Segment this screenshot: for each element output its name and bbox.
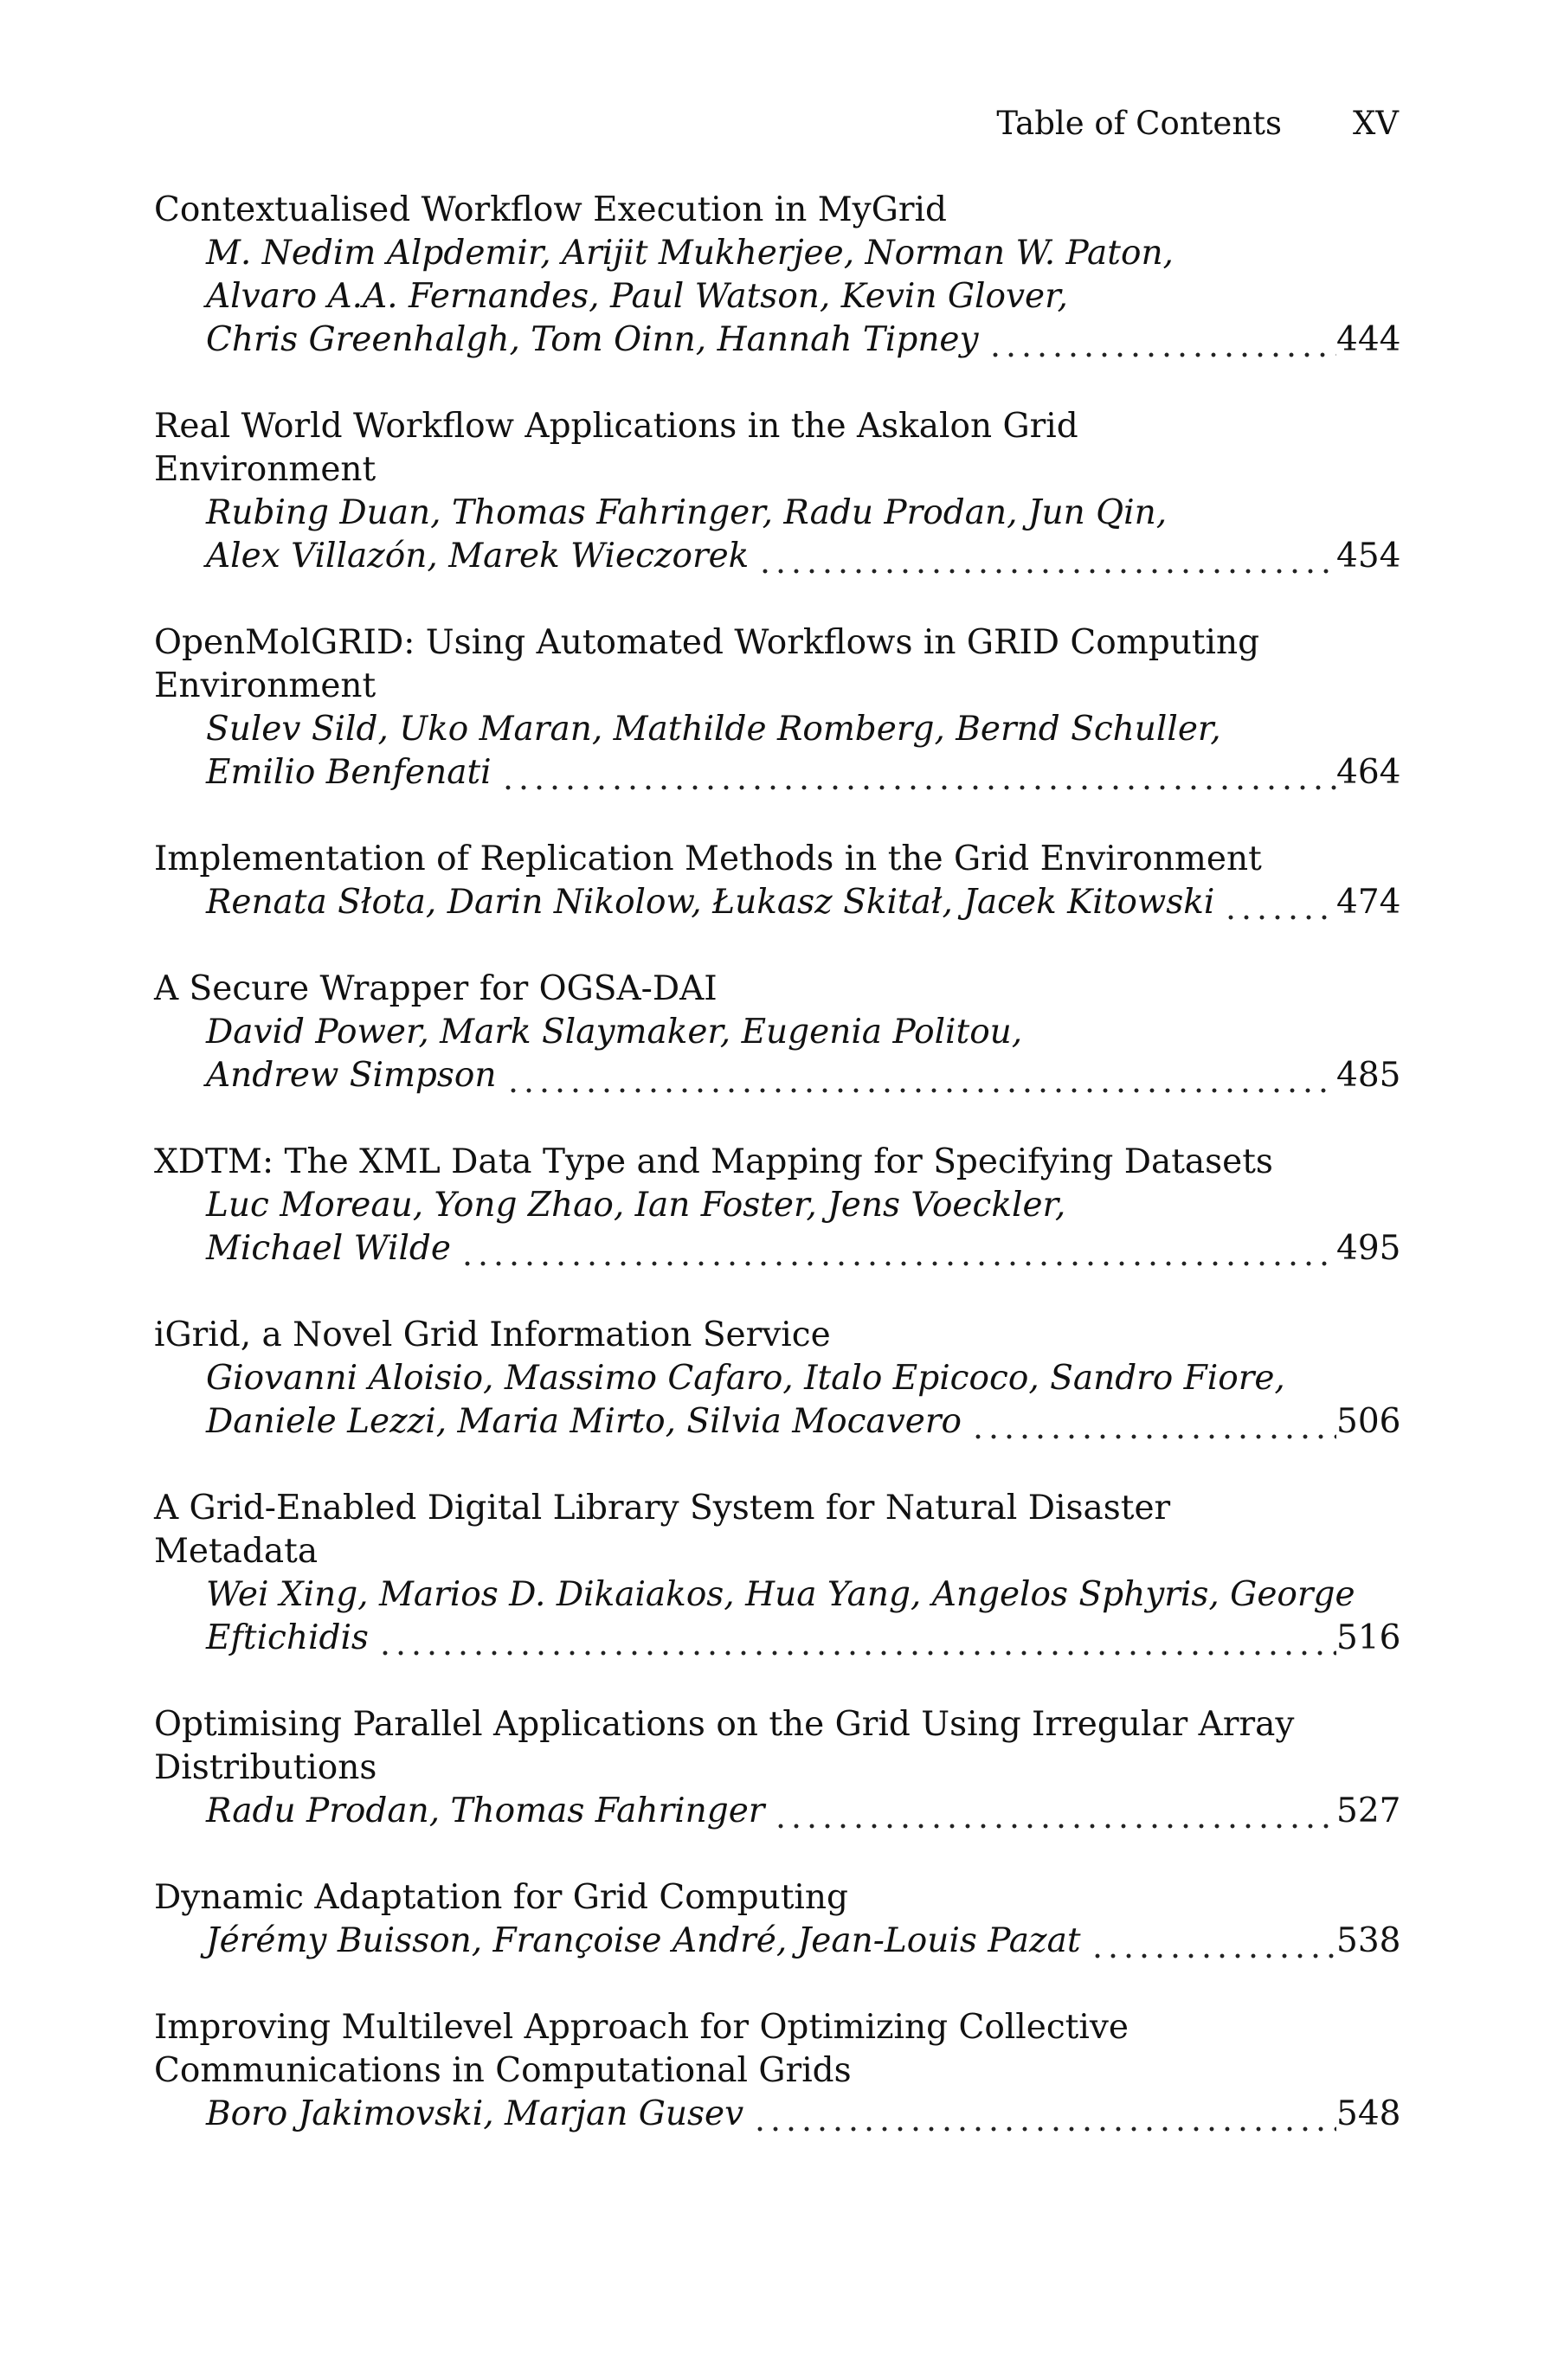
toc-entry-last-line bbox=[206, 1920, 1399, 1963]
toc-entry-title: Optimising Parallel Applications on the Grid Using Irregular Array bbox=[154, 1705, 1295, 1744]
dot-leader bbox=[773, 1790, 1336, 1833]
toc-entry-title: Real World Workflow Applications in the Askalon Grid bbox=[154, 407, 1078, 446]
toc-entry-authors: Boro Jakimovski, Marjan Gusev bbox=[206, 2094, 744, 2133]
dot-leader bbox=[1223, 881, 1336, 924]
toc-entry-page: 516 bbox=[1336, 1618, 1401, 1657]
toc-entry-title: Environment bbox=[154, 666, 376, 705]
dot-leader bbox=[377, 1617, 1336, 1660]
toc-entry-page: 506 bbox=[1336, 1402, 1401, 1441]
toc-entry-authors: Eftichidis bbox=[206, 1618, 369, 1657]
toc-entry-last-line bbox=[206, 881, 1399, 924]
toc-entry-page: 548 bbox=[1336, 2094, 1401, 2133]
toc-entry-title: Dynamic Adaptation for Grid Computing bbox=[154, 1878, 848, 1917]
toc-entry-last-line bbox=[206, 1790, 1399, 1833]
toc-entry-authors: Renata Słota, Darin Nikolow, Łukasz Skitał, Jacek Kitowski bbox=[206, 883, 1215, 922]
dot-leader bbox=[1090, 1920, 1337, 1963]
toc-entry-authors: Giovanni Aloisio, Massimo Cafaro, Italo Epicoco, Sandro Fiore, bbox=[206, 1359, 1285, 1398]
toc-entry-last-line bbox=[206, 1227, 1399, 1270]
toc-entry-title: Environment bbox=[154, 450, 376, 489]
toc-entry bbox=[154, 2006, 1399, 2136]
toc-entry-last-line bbox=[206, 751, 1399, 794]
toc-entry-last-line bbox=[206, 535, 1399, 578]
toc-entry bbox=[154, 1314, 1399, 1444]
toc-entry-page: 495 bbox=[1336, 1229, 1401, 1268]
running-header bbox=[154, 102, 1399, 145]
toc-entry-authors: Jérémy Buisson, Françoise André, Jean-Louis Pazat bbox=[206, 1921, 1081, 1960]
toc-entry-title: iGrid, a Novel Grid Information Service bbox=[154, 1315, 831, 1354]
dot-leader bbox=[970, 1400, 1336, 1444]
toc-entry bbox=[154, 1703, 1399, 1833]
dot-leader bbox=[460, 1227, 1336, 1270]
toc-entry-authors: Alvaro A.A. Fernandes, Paul Watson, Kevin Glover, bbox=[206, 277, 1068, 316]
toc-entry-title: XDTM: The XML Data Type and Mapping for Specifying Datasets bbox=[154, 1142, 1273, 1181]
toc-entry-page: 454 bbox=[1336, 537, 1401, 576]
toc-entry-page: 527 bbox=[1336, 1791, 1401, 1830]
toc-entry bbox=[154, 838, 1399, 924]
toc-entry-last-line bbox=[206, 318, 1399, 362]
toc-entry-title: Implementation of Replication Methods in the Grid Environment bbox=[154, 839, 1262, 878]
toc-entry-last-line bbox=[206, 2093, 1399, 2136]
toc-entry-authors: Daniele Lezzi, Maria Mirto, Silvia Mocavero bbox=[206, 1402, 962, 1441]
toc-entry-title: Improving Multilevel Approach for Optimizing Collective bbox=[154, 2008, 1129, 2047]
toc-entry-authors: Chris Greenhalgh, Tom Oinn, Hannah Tipney bbox=[206, 320, 979, 359]
toc-entry-last-line bbox=[206, 1400, 1399, 1444]
toc-entry-authors: Radu Prodan, Thomas Fahringer bbox=[206, 1791, 765, 1830]
toc-entry-title: A Secure Wrapper for OGSA-DAI bbox=[154, 969, 718, 1008]
toc-entry-page: 464 bbox=[1336, 753, 1401, 792]
dot-leader bbox=[757, 535, 1336, 578]
toc-entry-authors: Wei Xing, Marios D. Dikaiakos, Hua Yang, Angelos Sphyris, George bbox=[206, 1575, 1355, 1614]
toc-entry-page: 485 bbox=[1336, 1056, 1401, 1095]
toc-entry-title: OpenMolGRID: Using Automated Workflows in GRID Computing bbox=[154, 623, 1260, 662]
toc-entry-page: 538 bbox=[1336, 1921, 1401, 1960]
toc-entry-title: Metadata bbox=[154, 1532, 319, 1571]
dot-leader bbox=[505, 1054, 1337, 1097]
toc-entry-authors: Andrew Simpson bbox=[206, 1056, 497, 1095]
toc-entry-authors: M. Nedim Alpdemir, Arijit Mukherjee, Norman W. Paton, bbox=[206, 234, 1174, 273]
toc-entry-title: A Grid-Enabled Digital Library System for Natural Disaster bbox=[154, 1489, 1171, 1528]
toc-entry-authors: Alex Villazón, Marek Wieczorek bbox=[206, 537, 750, 576]
toc-entry-authors: Rubing Duan, Thomas Fahringer, Radu Prodan, Jun Qin, bbox=[206, 493, 1168, 532]
toc-entry-title: Communications in Computational Grids bbox=[154, 2051, 852, 2090]
running-header-title: Table of Contents bbox=[996, 105, 1282, 142]
toc-entry-page: 474 bbox=[1336, 883, 1401, 922]
toc-entry bbox=[154, 968, 1399, 1097]
toc-entry bbox=[154, 1876, 1399, 1963]
toc-entry bbox=[154, 189, 1399, 362]
dot-leader bbox=[500, 751, 1336, 794]
page-number: XV bbox=[1352, 105, 1399, 142]
toc-entry-last-line bbox=[206, 1617, 1399, 1660]
toc-entry-authors: Luc Moreau, Yong Zhao, Ian Foster, Jens Voeckler, bbox=[206, 1186, 1066, 1225]
table-of-contents bbox=[154, 189, 1399, 2179]
dot-leader bbox=[752, 2093, 1336, 2136]
toc-entry-authors: Michael Wilde bbox=[206, 1229, 451, 1268]
dot-leader bbox=[988, 318, 1336, 362]
toc-entry-authors: Emilio Benfenati bbox=[206, 753, 492, 792]
toc-entry bbox=[154, 1141, 1399, 1270]
toc-entry bbox=[154, 621, 1399, 794]
toc-entry-authors: Sulev Sild, Uko Maran, Mathilde Romberg, Bernd Schuller, bbox=[206, 710, 1221, 749]
toc-entry-title: Distributions bbox=[154, 1748, 377, 1787]
toc-entry-authors: David Power, Mark Slaymaker, Eugenia Politou, bbox=[206, 1013, 1023, 1052]
toc-entry-last-line bbox=[206, 1054, 1399, 1097]
toc-entry bbox=[154, 1487, 1399, 1660]
toc-entry bbox=[154, 405, 1399, 578]
toc-entry-page: 444 bbox=[1336, 320, 1401, 359]
toc-entry-title: Contextualised Workflow Execution in MyGrid bbox=[154, 190, 947, 229]
